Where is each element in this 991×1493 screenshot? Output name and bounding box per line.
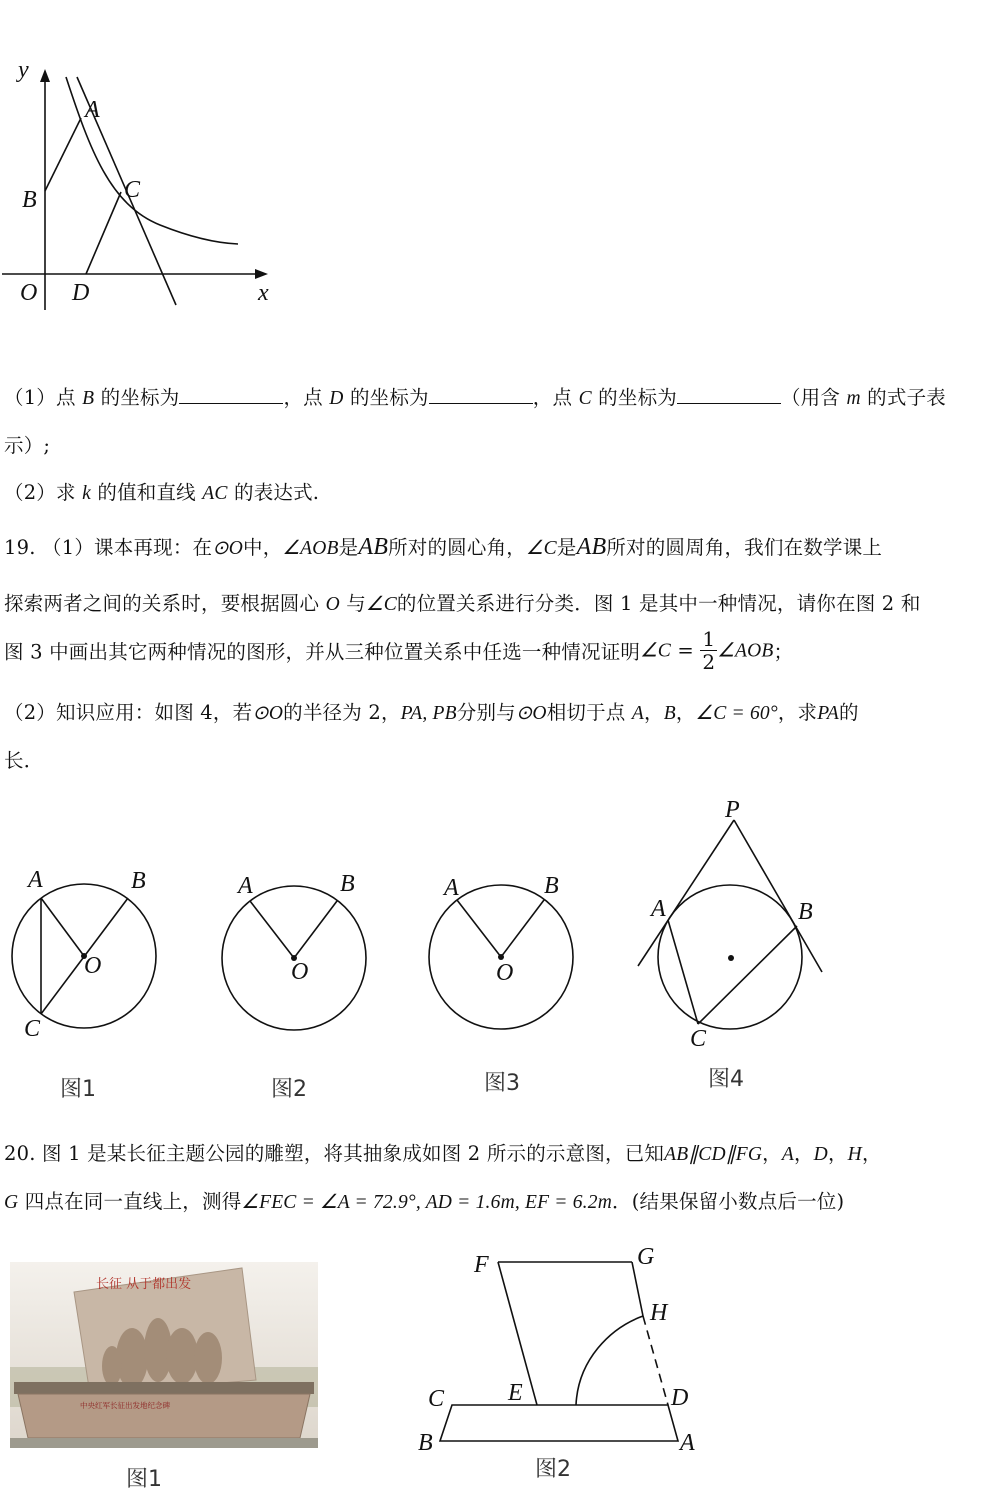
fig2-label-a: A [238,873,253,899]
diagram-caption: 图2 [535,1457,571,1482]
fig1-label-o: O [84,953,102,979]
label-x: x [258,280,269,306]
q18-part2: （2）求 k 的值和直线 AC 的表达式. [4,481,320,504]
diagram-label-c: C [428,1386,445,1412]
arc-h [576,1316,643,1405]
diagram-label-f: F [474,1252,489,1278]
label-b: B [22,187,37,213]
fig4-chord-ac [668,920,698,1024]
fig4-caption: 图4 [708,1067,744,1092]
fig4-label-a: A [651,896,666,922]
fig3-radius-oa [457,900,501,957]
q19-line1: 19. （1）课本再现：在⊙O中，∠AOB是AB所对的圆心角，∠C是AB所对的圆周角，我们在数学课上 [4,534,883,560]
fraction-one-half: $\frac{1}{2}$ [702,627,716,674]
monument-photo [10,1262,318,1448]
circle-figures [0,790,860,1110]
segment-dc [86,192,121,274]
label-y: y [18,57,29,83]
diagram-label-h: H [650,1300,668,1326]
fig4-label-b: B [798,899,813,925]
q19-line2: 探索两者之间的关系时，要根据圆心 O 与∠C的位置关系进行分类．图 1 是其中一种情况，请你在图 2 和 [4,592,921,615]
fig4-tangent-pa [638,820,734,966]
fig4-label-p: P [725,797,740,823]
fig2-radius-ob [294,901,337,958]
q19-line3: 图 3 中画出其它两种情况的图形，并从三种位置关系中任选一种情况证明∠C = $\frac{1}{2}$ ∠AOB； [4,627,794,674]
diagram-label-e: E [508,1380,523,1406]
q20-line2: G 四点在同一直线上，测得∠FEC = ∠A = 72.9°, AD = 1.6m, EF = 6.2m．(结果保留小数点后一位) [4,1190,845,1213]
fig2-label-b: B [340,871,355,897]
monument-banner-text: 长征 从于都出发 [96,1277,192,1292]
fig1-label-a: A [28,867,43,893]
fig3-caption: 图3 [484,1071,520,1096]
fig4-label-c: C [690,1026,707,1052]
q20-line1: 20. 图 1 是某长征主题公园的雕塑，将其抽象成如图 2 所示的示意图，已知AB∥CD∥FG，A，D，H， [4,1142,882,1165]
fig2-label-o: O [291,959,309,985]
fig4-tangent-pb [734,820,822,972]
y-axis-arrow [40,69,50,82]
fig2-caption: 图2 [271,1077,307,1102]
monument-base-text: 中央红军长征出发地纪念碑 [80,1401,170,1410]
answer-blank-c[interactable] [677,385,781,404]
fig3-radius-ob [501,900,544,957]
q18-part1-cont: 示）; [4,434,51,457]
label-d: D [72,280,90,306]
fig1-caption: 图1 [60,1077,96,1102]
dashed-segment-hd [643,1316,668,1405]
photo-caption: 图1 [126,1467,162,1492]
fig4-center-dot [728,955,734,961]
segment-gh [632,1262,643,1316]
q19-line4: （2）知识应用：如图 4，若⊙O的半径为 2，PA, PB分别与⊙O相切于点 A，B，∠C = 60°，求PA的 [4,701,859,724]
x-axis-arrow [255,269,268,279]
base-trapezoid-abcd [440,1405,678,1441]
diagram-label-g: G [637,1244,655,1270]
sculpture-diagram [410,1240,710,1485]
fig2-radius-oa [250,901,294,958]
diagram-label-a: A [680,1430,695,1456]
fig3-label-b: B [544,873,559,899]
diagram-label-d: D [671,1385,689,1411]
fig1-label-b: B [131,868,146,894]
label-o: O [20,280,38,306]
coordinate-graph [0,55,290,315]
fig1-radius-oa [41,898,84,956]
q18-part1: （1）点 B 的坐标为 ，点 D 的坐标为 ，点 C 的坐标为 （用含 m 的式子表 [4,386,946,409]
label-c: C [124,177,141,203]
segment-ba [45,118,81,191]
fig3-label-o: O [496,960,514,986]
fig3-label-a: A [444,875,459,901]
q19-line5: 长． [4,749,44,772]
fig4-chord-bc [698,926,797,1024]
diagram-label-b: B [418,1430,433,1456]
fig1-label-c: C [24,1016,41,1042]
label-a: A [85,97,100,123]
answer-blank-d[interactable] [429,385,533,404]
answer-blank-b[interactable] [179,385,283,404]
